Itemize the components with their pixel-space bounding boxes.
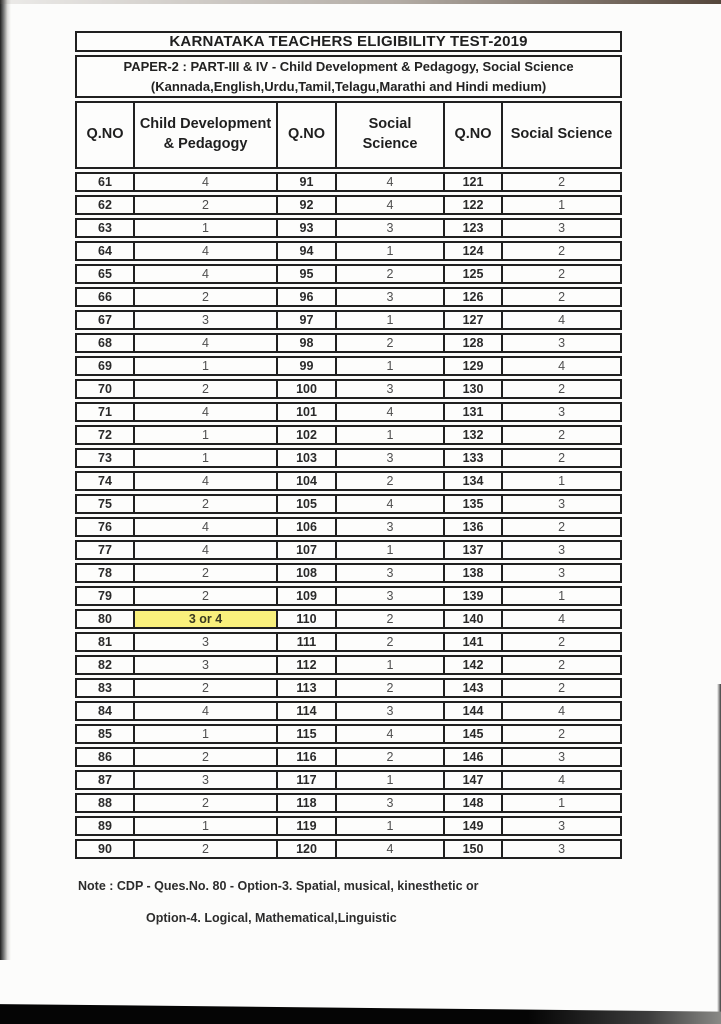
qno-cell: 117 <box>278 770 337 790</box>
answer-cell: 3 <box>503 333 622 353</box>
answer-cell: 3 <box>503 402 622 422</box>
table-row <box>75 448 622 468</box>
qno-cell: 110 <box>278 609 337 629</box>
qno-cell: 87 <box>75 770 135 790</box>
qno-cell: 112 <box>278 655 337 675</box>
table-row <box>75 172 622 192</box>
answer-cell: 1 <box>135 816 278 836</box>
answer-cell: 2 <box>135 678 278 698</box>
qno-cell: 116 <box>278 747 337 767</box>
qno-cell: 73 <box>75 448 135 468</box>
answer-cell: 2 <box>337 471 445 491</box>
answer-cell: 1 <box>135 356 278 376</box>
table-row <box>75 586 622 606</box>
qno-cell: 111 <box>278 632 337 652</box>
answer-cell: 4 <box>503 356 622 376</box>
header-social-science-2: Social Science <box>503 101 622 169</box>
answer-cell: 3 <box>337 287 445 307</box>
qno-cell: 121 <box>445 172 503 192</box>
table-row <box>75 839 622 859</box>
answer-cell: 3 <box>135 770 278 790</box>
qno-cell: 90 <box>75 839 135 859</box>
answer-cell: 1 <box>337 655 445 675</box>
qno-cell: 123 <box>445 218 503 238</box>
qno-cell: 89 <box>75 816 135 836</box>
answer-cell: 3 <box>337 563 445 583</box>
table-row <box>75 379 622 399</box>
table-row <box>75 471 622 491</box>
qno-cell: 131 <box>445 402 503 422</box>
answer-cell: 1 <box>337 310 445 330</box>
answer-cell: 3 <box>337 793 445 813</box>
answer-cell: 2 <box>503 287 622 307</box>
answer-cell: 2 <box>503 264 622 284</box>
answer-cell: 2 <box>135 563 278 583</box>
page-title: KARNATAKA TEACHERS ELIGIBILITY TEST-2019 <box>75 31 622 52</box>
qno-cell: 134 <box>445 471 503 491</box>
qno-cell: 98 <box>278 333 337 353</box>
qno-cell: 61 <box>75 172 135 192</box>
qno-cell: 126 <box>445 287 503 307</box>
answer-cell: 3 <box>503 816 622 836</box>
answer-cell: 1 <box>503 586 622 606</box>
answer-cell: 2 <box>503 425 622 445</box>
answer-cell: 1 <box>503 793 622 813</box>
answer-cell: 4 <box>135 701 278 721</box>
qno-cell: 106 <box>278 517 337 537</box>
answer-cell: 2 <box>135 586 278 606</box>
qno-cell: 81 <box>75 632 135 652</box>
answer-cell: 4 <box>135 333 278 353</box>
answer-cell: 3 or 4 <box>135 609 278 629</box>
answer-cell: 2 <box>503 678 622 698</box>
answer-cell: 3 <box>135 655 278 675</box>
qno-cell: 108 <box>278 563 337 583</box>
table-row <box>75 770 622 790</box>
answer-cell: 1 <box>337 241 445 261</box>
answer-cell: 4 <box>135 517 278 537</box>
qno-cell: 150 <box>445 839 503 859</box>
answer-cell: 2 <box>135 793 278 813</box>
footer-note-line-2: Option-4. Logical, Mathematical,Linguistic <box>146 911 397 925</box>
qno-cell: 124 <box>445 241 503 261</box>
answer-cell: 3 <box>135 632 278 652</box>
answer-cell: 1 <box>135 218 278 238</box>
answer-cell: 4 <box>135 540 278 560</box>
answer-cell: 3 <box>503 747 622 767</box>
qno-cell: 86 <box>75 747 135 767</box>
answer-cell: 3 <box>503 494 622 514</box>
qno-cell: 80 <box>75 609 135 629</box>
table-row <box>75 701 622 721</box>
answer-cell: 2 <box>135 195 278 215</box>
answer-cell: 2 <box>337 609 445 629</box>
subtitle-row <box>75 55 622 98</box>
answer-cell: 2 <box>503 241 622 261</box>
qno-cell: 102 <box>278 425 337 445</box>
answer-cell: 3 <box>337 701 445 721</box>
scan-top-edge-shadow <box>0 0 721 4</box>
header-qno-3: Q.NO <box>445 101 503 169</box>
qno-cell: 147 <box>445 770 503 790</box>
table-row <box>75 655 622 675</box>
table-row <box>75 287 622 307</box>
qno-cell: 128 <box>445 333 503 353</box>
answer-rows <box>75 172 622 859</box>
qno-cell: 65 <box>75 264 135 284</box>
answer-cell: 4 <box>135 241 278 261</box>
table-row <box>75 678 622 698</box>
answer-cell: 2 <box>503 517 622 537</box>
answer-cell: 4 <box>135 471 278 491</box>
qno-cell: 141 <box>445 632 503 652</box>
answer-cell: 2 <box>503 172 622 192</box>
answer-cell: 1 <box>135 448 278 468</box>
qno-cell: 143 <box>445 678 503 698</box>
table-row <box>75 609 622 629</box>
table-row <box>75 494 622 514</box>
table-row <box>75 195 622 215</box>
qno-cell: 62 <box>75 195 135 215</box>
table-row <box>75 563 622 583</box>
table-row <box>75 264 622 284</box>
table-row <box>75 310 622 330</box>
answer-cell: 4 <box>337 195 445 215</box>
answer-cell: 4 <box>135 172 278 192</box>
qno-cell: 74 <box>75 471 135 491</box>
qno-cell: 63 <box>75 218 135 238</box>
qno-cell: 118 <box>278 793 337 813</box>
qno-cell: 132 <box>445 425 503 445</box>
table-row <box>75 402 622 422</box>
qno-cell: 135 <box>445 494 503 514</box>
answer-cell: 4 <box>503 310 622 330</box>
answer-cell: 2 <box>337 678 445 698</box>
answer-cell: 2 <box>503 448 622 468</box>
qno-cell: 66 <box>75 287 135 307</box>
qno-cell: 76 <box>75 517 135 537</box>
qno-cell: 105 <box>278 494 337 514</box>
qno-cell: 107 <box>278 540 337 560</box>
answer-cell: 1 <box>337 356 445 376</box>
qno-cell: 140 <box>445 609 503 629</box>
answer-cell: 2 <box>135 494 278 514</box>
answer-cell: 2 <box>337 747 445 767</box>
qno-cell: 88 <box>75 793 135 813</box>
subtitle-line-2: (Kannada,English,Urdu,Tamil,Telagu,Marathi and Hindi medium) <box>150 78 547 94</box>
qno-cell: 130 <box>445 379 503 399</box>
answer-cell: 1 <box>337 816 445 836</box>
answer-cell: 2 <box>337 333 445 353</box>
qno-cell: 64 <box>75 241 135 261</box>
answer-cell: 3 <box>337 448 445 468</box>
qno-cell: 79 <box>75 586 135 606</box>
table-row <box>75 793 622 813</box>
qno-cell: 122 <box>445 195 503 215</box>
qno-cell: 95 <box>278 264 337 284</box>
qno-cell: 85 <box>75 724 135 744</box>
qno-cell: 146 <box>445 747 503 767</box>
answer-cell: 3 <box>503 839 622 859</box>
qno-cell: 77 <box>75 540 135 560</box>
qno-cell: 137 <box>445 540 503 560</box>
qno-cell: 139 <box>445 586 503 606</box>
header-qno-2: Q.NO <box>278 101 337 169</box>
qno-cell: 93 <box>278 218 337 238</box>
table-row <box>75 356 622 376</box>
qno-cell: 70 <box>75 379 135 399</box>
qno-cell: 99 <box>278 356 337 376</box>
answer-key-table <box>75 28 622 862</box>
qno-cell: 149 <box>445 816 503 836</box>
qno-cell: 83 <box>75 678 135 698</box>
qno-cell: 136 <box>445 517 503 537</box>
qno-cell: 82 <box>75 655 135 675</box>
qno-cell: 115 <box>278 724 337 744</box>
scan-bottom-edge-band <box>0 1004 721 1024</box>
answer-cell: 4 <box>503 609 622 629</box>
answer-cell: 2 <box>503 632 622 652</box>
qno-cell: 138 <box>445 563 503 583</box>
answer-cell: 2 <box>135 747 278 767</box>
answer-cell: 3 <box>503 218 622 238</box>
table-row <box>75 747 622 767</box>
table-row <box>75 724 622 744</box>
answer-cell: 2 <box>135 839 278 859</box>
table-row <box>75 218 622 238</box>
answer-cell: 3 <box>503 540 622 560</box>
qno-cell: 94 <box>278 241 337 261</box>
header-qno-1: Q.NO <box>75 101 135 169</box>
answer-cell: 2 <box>337 264 445 284</box>
subtitle-line-1: PAPER-2 : PART-III & IV - Child Development & Pedagogy, Social Science <box>123 59 574 74</box>
answer-cell: 3 <box>337 586 445 606</box>
answer-cell: 4 <box>135 264 278 284</box>
qno-cell: 133 <box>445 448 503 468</box>
qno-cell: 101 <box>278 402 337 422</box>
table-row <box>75 540 622 560</box>
qno-cell: 113 <box>278 678 337 698</box>
qno-cell: 69 <box>75 356 135 376</box>
qno-cell: 100 <box>278 379 337 399</box>
answer-cell: 4 <box>135 402 278 422</box>
answer-cell: 3 <box>135 310 278 330</box>
header-cdp: Child Development & Pedagogy <box>135 101 278 169</box>
table-row <box>75 333 622 353</box>
qno-cell: 72 <box>75 425 135 445</box>
answer-cell: 1 <box>337 425 445 445</box>
qno-cell: 148 <box>445 793 503 813</box>
answer-cell: 2 <box>135 379 278 399</box>
qno-cell: 84 <box>75 701 135 721</box>
answer-cell: 4 <box>503 701 622 721</box>
answer-cell: 3 <box>337 517 445 537</box>
answer-cell: 3 <box>503 563 622 583</box>
answer-cell: 4 <box>503 770 622 790</box>
answer-cell: 4 <box>337 172 445 192</box>
answer-cell: 4 <box>337 402 445 422</box>
column-header-row <box>75 101 622 169</box>
answer-cell: 1 <box>503 195 622 215</box>
qno-cell: 71 <box>75 402 135 422</box>
qno-cell: 145 <box>445 724 503 744</box>
answer-cell: 2 <box>337 632 445 652</box>
answer-cell: 4 <box>337 494 445 514</box>
qno-cell: 78 <box>75 563 135 583</box>
answer-cell: 1 <box>337 540 445 560</box>
qno-cell: 103 <box>278 448 337 468</box>
scan-right-edge-shadow <box>717 684 721 1024</box>
qno-cell: 92 <box>278 195 337 215</box>
table-row <box>75 241 622 261</box>
qno-cell: 75 <box>75 494 135 514</box>
answer-cell: 2 <box>503 655 622 675</box>
qno-cell: 125 <box>445 264 503 284</box>
title-row <box>75 31 622 52</box>
table-row <box>75 632 622 652</box>
qno-cell: 104 <box>278 471 337 491</box>
qno-cell: 109 <box>278 586 337 606</box>
answer-cell: 3 <box>337 218 445 238</box>
footer-note-line-1: Note : CDP - Ques.No. 80 - Option-3. Spatial, musical, kinesthetic or <box>78 879 479 893</box>
qno-cell: 67 <box>75 310 135 330</box>
answer-cell: 1 <box>337 770 445 790</box>
table-row <box>75 517 622 537</box>
answer-cell: 2 <box>503 724 622 744</box>
qno-cell: 120 <box>278 839 337 859</box>
qno-cell: 97 <box>278 310 337 330</box>
qno-cell: 96 <box>278 287 337 307</box>
answer-cell: 4 <box>337 839 445 859</box>
qno-cell: 91 <box>278 172 337 192</box>
qno-cell: 142 <box>445 655 503 675</box>
answer-cell: 1 <box>503 471 622 491</box>
qno-cell: 114 <box>278 701 337 721</box>
paper-subtitle <box>75 55 622 98</box>
answer-cell: 1 <box>135 425 278 445</box>
qno-cell: 144 <box>445 701 503 721</box>
answer-cell: 2 <box>135 287 278 307</box>
answer-cell: 2 <box>503 379 622 399</box>
table-row <box>75 425 622 445</box>
scan-left-edge-shadow <box>0 0 11 960</box>
qno-cell: 68 <box>75 333 135 353</box>
qno-cell: 119 <box>278 816 337 836</box>
header-social-science-1: Social Science <box>337 101 445 169</box>
qno-cell: 129 <box>445 356 503 376</box>
answer-cell: 4 <box>337 724 445 744</box>
answer-cell: 3 <box>337 379 445 399</box>
qno-cell: 127 <box>445 310 503 330</box>
answer-cell: 1 <box>135 724 278 744</box>
table-row <box>75 816 622 836</box>
